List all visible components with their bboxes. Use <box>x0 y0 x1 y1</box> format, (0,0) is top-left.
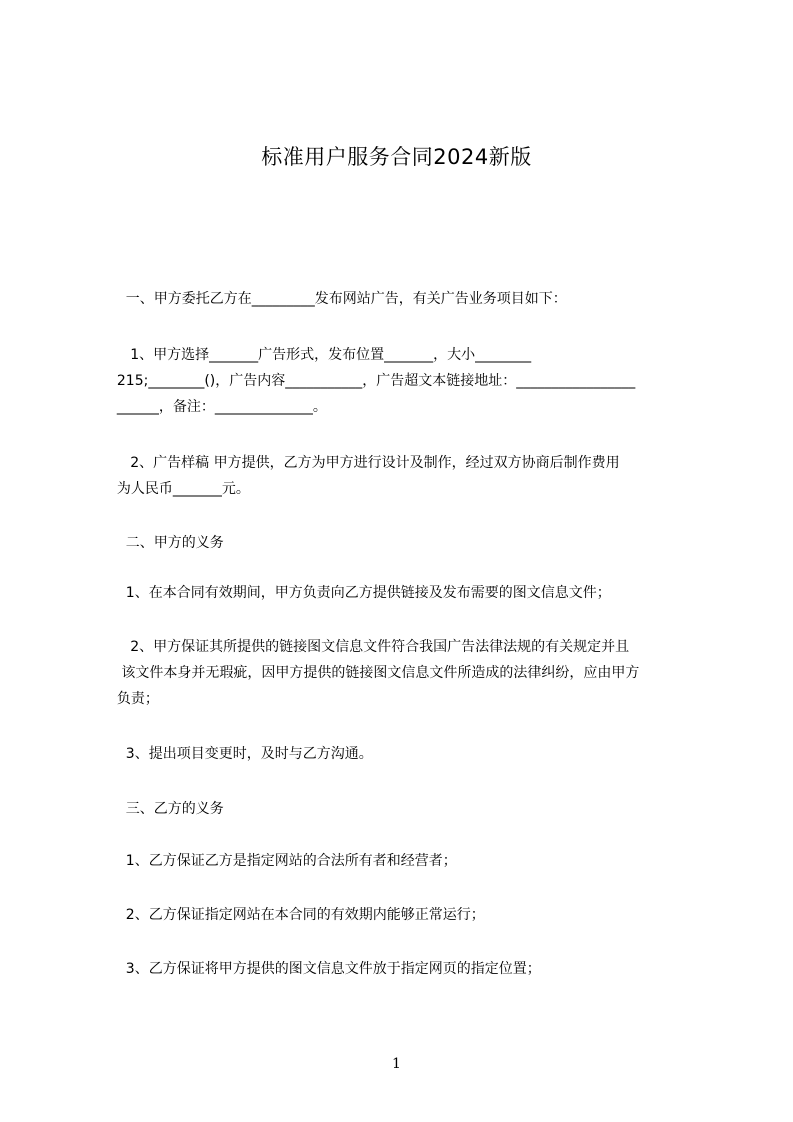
section1-item1-line2: 215;________()，广告内容___________，广告超文本链接地址：_________________ <box>108 373 636 389</box>
section1-heading <box>108 286 708 312</box>
section2-item1 <box>108 580 708 606</box>
section1-item1-line1: 1、甲方选择_______广告形式，发布位置_______，大小________ <box>108 347 532 363</box>
section1-item2 <box>108 450 708 502</box>
section3-item3 <box>108 956 708 982</box>
section2-heading <box>108 530 708 556</box>
section1-item2-line2: 为人民币_______元。 <box>108 481 250 497</box>
section3-heading-text: 三、乙方的义务 <box>108 801 224 817</box>
section2-heading-text: 二、甲方的义务 <box>108 535 224 551</box>
section3-item2 <box>108 902 708 928</box>
section1-item2-line1: 2、广告样稿 甲方提供，乙方为甲方进行设计及制作，经过双方协商后制作费用 <box>108 455 620 471</box>
section2-item1-text: 1、在本合同有效期间，甲方负责向乙方提供链接及发布需要的图文信息文件； <box>108 585 611 601</box>
section2-item2-line3: 负责； <box>108 691 159 707</box>
section1-item1-line3: ______，备注：______________。 <box>108 399 327 415</box>
section3-item1 <box>108 848 708 874</box>
page-number: 1 <box>392 1056 401 1072</box>
section3-heading <box>108 796 708 822</box>
section2-item2-line2: 该文件本身并无瑕疵，因甲方提供的链接图文信息文件所造成的法律纠纷，应由甲方 <box>108 665 640 681</box>
section2-item3-text: 3、提出项目变更时，及时与乙方沟通。 <box>108 746 373 762</box>
section3-item2-text: 2、乙方保证指定网站在本合同的有效期内能够正常运行； <box>108 907 485 923</box>
document-title: 标准用户服务合同2024新版 <box>261 145 532 169</box>
section2-item2 <box>108 634 708 712</box>
section3-item1-text: 1、乙方保证乙方是指定网站的合法所有者和经营者； <box>108 853 457 869</box>
section2-item3 <box>108 741 708 767</box>
section3-item3-text: 3、乙方保证将甲方提供的图文信息文件放于指定网页的指定位置； <box>108 961 541 977</box>
section1-heading-text: 一、甲方委托乙方在_________发布网站广告，有关广告业务项目如下： <box>108 291 567 307</box>
section2-item2-line1: 2、甲方保证其所提供的链接图文信息文件符合我国广告法律法规的有关规定并且 <box>108 639 630 655</box>
section1-item1 <box>108 342 708 420</box>
